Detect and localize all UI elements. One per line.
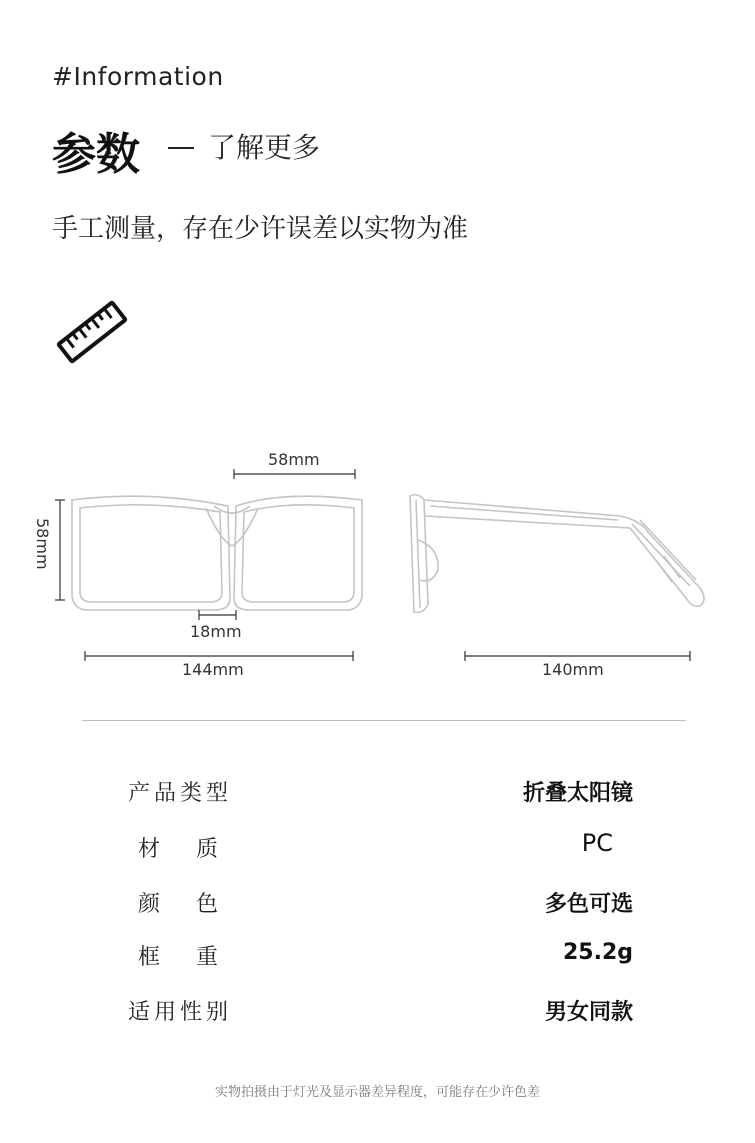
spec-value-weight: 25.2g <box>562 940 633 965</box>
spec-value-type: 折叠太阳镜 <box>522 781 633 806</box>
measurement-note: 手工测量，存在少许误差以实物为准 <box>52 214 469 244</box>
spec-label-color: 颜色 <box>138 892 218 917</box>
divider <box>82 720 686 721</box>
spec-value-color: 多色可选 <box>544 892 633 917</box>
temple-length-label: 140mm <box>542 660 604 679</box>
spec-label-weight: 框重 <box>138 945 218 970</box>
spec-value-material: PC <box>581 829 613 857</box>
frame-width-label: 144mm <box>182 660 244 679</box>
bridge-label: 18mm <box>190 622 242 641</box>
front-frame <box>72 496 362 610</box>
lens-height-label: 58mm <box>33 518 52 570</box>
spec-label-type: 产品类型 <box>128 781 228 806</box>
footer-note: 实物拍摄由于灯光及显示器差异程度，可能存在少许色差 <box>214 1085 540 1100</box>
section-tag: #Information <box>52 62 224 91</box>
spec-label-gender: 适用性别 <box>128 1000 228 1025</box>
lens-width-label: 58mm <box>268 450 320 469</box>
page-title: 参数 <box>52 129 140 180</box>
spec-value-gender: 男女同款 <box>544 1000 633 1025</box>
page-subtitle: 了解更多 <box>208 131 321 164</box>
side-frame <box>410 495 704 613</box>
spec-label-material: 材质 <box>138 837 218 862</box>
